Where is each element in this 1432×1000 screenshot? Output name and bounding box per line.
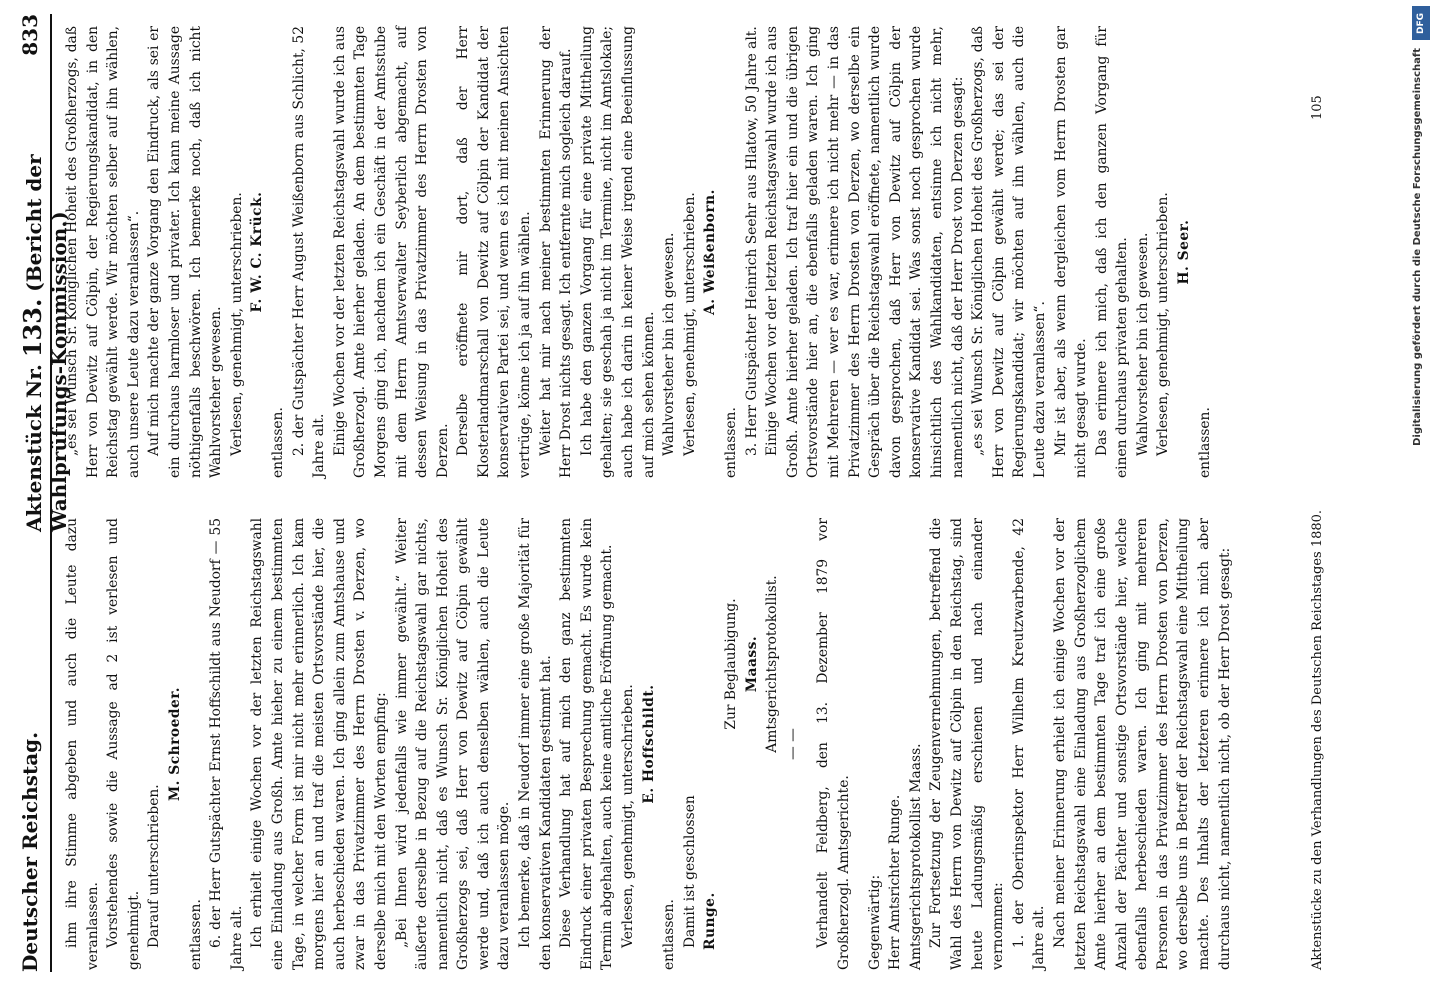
signature: M. Schroeder. [166,686,183,802]
paragraph: Damit ist geschlossen [681,795,698,948]
signature: H. Seer. [1176,219,1193,285]
paragraph: „es sei Wunsch Sr. Königlichen Hoheit des Großherzogs, daß Herr von Dewitz auf Cölpin, der Regierungskandidat, in den Reichstag gewählt werde. Wir möchten selber auf ihn wählen, auch unsere Leute dazu veranlassen“. [64,26,142,478]
paragraph: Ich erhielt einige Wochen vor der letzten Reichstagswahl eine Einladung aus Großh. Amte hieher zu einem bestimmten Tage, in welcher Form ist mir nicht mehr erinnerlich. Ich kam morgens hier an und traf die meisten Ortsvorstände hier, die auch herbeschieden waren. Ich ging allein zum Amtshause und zwar in das Privatzimmer des Herrn Drosten v. Derzen, wo derselbe mich mit den Worten empfing: [249,518,389,970]
header-left: Deutscher Reichstag. [18,731,42,972]
paragraph: entlassen. [1196,407,1213,478]
paragraph: Verlesen, genehmigt, unterschrieben. [1155,192,1172,456]
header-rule [50,14,52,972]
header-commission: (Bericht der Wahlprüfungs-Kommission.) [22,154,71,532]
paragraph: Weiter hat mir nach meiner bestimmten Erinnerung der Herr Drost nichts gesagt. Ich entfernte mich sogleich darauf. [537,26,575,478]
signature: E. Hoffschildt. [640,684,657,804]
paragraph: Mir ist aber, als wenn dergleichen vom Herrn Drosten gar nicht gesagt wurde. [1052,26,1090,478]
paragraph: entlassen. [187,899,204,970]
signature: F. W. C. Krück. [249,191,266,313]
paragraph: Verhandelt Feldberg, den 13. Dezember 1879 vor Großherzogl. Amtsgerichte. [815,518,852,970]
paragraph: Das erinnere ich mich, daß ich den ganzen Vorgang für einen durchaus privaten gehalten. [1093,26,1131,478]
dfg-logo-icon: DFG [1412,6,1430,40]
paragraph: entlassen. [661,899,678,970]
page-header [14,14,71,972]
paragraph: Ich habe den ganzen Vorgang für eine private Mittheilung gehalten; sie geschah ja nicht im Termine, nicht im Amtslokale; auch habe ich darin in keiner Weise irgend eine Beeinflussung auf mich sehen können. [578,26,657,478]
digitization-credit: Digitalisierung gefördert durch die Deutsche Forschungsgemeinschaft [1412,48,1423,446]
witness-heading: 2. der Gutspächter Herr August Weißenborn aus Schlicht, 52 Jahre alt. [290,26,328,478]
paragraph: Zur Beglaubigung. [723,598,739,730]
document-number: 133. [18,298,47,358]
separator: — — [784,728,801,760]
paragraph: Wahlvorsteher bin ich gewesen. [661,232,678,456]
left-column [62,518,1235,970]
paragraph: Verlesen, genehmigt, unterschrieben. [620,684,637,948]
paragraph: entlassen. [269,407,286,478]
paragraph: Einige Wochen vor der letzten Reichstagswahl wurde ich aus Großherzogl. Amte hierher geladen. An dem bestimmten Tage Morgens ging ich, nachdem ich ein Geschäft in der Amtsstube mit dem Herrn Amtsverwalter Seyberlich abgemacht, auf dessen Weisung in das Privatzimmer des Herrn Drosten von Derzen. [331,26,451,478]
paragraph: Zur Fortsetzung der Zeugenvernehmungen, betreffend die Wahl des Herrn von Dewitz auf Cölpin in den Reichstag, sind heute Ladungsmäßig erschienen und nach einander vernommen: [928,518,1007,970]
paragraph: Verlesen, genehmigt, unterschrieben. [681,192,698,456]
signature: Maass. [743,635,760,693]
paragraph: Diese Verhandlung hat auf mich den ganz bestimmten Eindruck einer privaten Besprechung gemacht. Es wurde kein Termin abgehalten, auch keine amtliche Eröffnung gemacht. [558,518,616,970]
paragraph: Verlesen, genehmigt, unterschrieben. [228,192,245,456]
witness-heading: 1. der Oberinspektor Herr Wilhelm Kreutzwarbende, 42 Jahre alt. [1010,518,1048,970]
header-page-number: 833 [18,14,42,56]
paragraph: entlassen. [723,407,739,478]
paragraph: ihm ihre Stimme abgeben und auch die Leute dazu veranlassen. [64,518,101,970]
paragraph: Derselbe eröffnete mir dort, daß der Herr Klosterlandmarschall von Dewitz auf Cölpin der Kandidat der konservativen Partei sei, und wenn es ich mit meinen Ansichten vertrüge, könne ich ja auf ihn wählen. [455,26,534,478]
paragraph: Wahlvorsteher bin ich gewesen. [1134,232,1151,456]
paragraph: Nach meiner Erinnerung erhielt ich einige Wochen vor der letzten Reichstagswahl eine Einladung aus Großherzoglichem Amte hierher an dem bestimmten Tage traf ich eine große Anzahl der Pächter und sonstige Ortsvorstände hier, welche ebenfalls herbeschieden waren. Ich ging mit mehreren Personen in das Privatzimmer des Herrn Drosten von Derzen, wo derselbe uns in Betreff der Reichstagswahl eine Mittheilung machte. Des Inhalts der letzteren erinnere ich mich aber durchaus nicht, namentlich nicht, ob der Herr Drost gesagt: [1051,518,1233,970]
bottom-page-number: 105 [1310,95,1325,120]
paragraph: Einige Wochen vor der letzten Reichstagswahl wurde ich aus Großh. Amte hierher geladen. Ich traf hier ein und die übrigen Ortsvorstände hier an, die ebenfalls geladen waren. Ich ging mit Mehreren — wer es war, erinnere ich nicht mehr — in das Privatzimmer des Herrn Drosten von Derzen, wo derselbe ein Gespräch über die Reichstagswahl eröffnete, namentlich wurde davon gesprochen, daß Herr von Dewitz auf Cölpin der konservative Kandidat sei. Was sonst noch gesprochen wurde hinsichtlich des Wahlkandidaten, entsinne ich nicht mehr, namentlich nicht, daß der Herr Drost von Derzen gesagt: [764,26,966,478]
header-prefix: Aktenstück Nr. [22,364,46,532]
paragraph: Ich bemerke, daß in Neudorf immer eine große Majorität für den konservativen Kandidaten gestimmt hat. [517,518,554,970]
paragraph: Amtsgerichtsprotokollist Maass. [907,743,924,970]
paragraph: Herr Amtsrichter Runge. [887,794,904,970]
paragraph: Auf mich machte der ganze Vorgang den Eindruck, als sei er ein durchaus harmloser und privater. Ich kann meine Aussage nöthigenfalls beschwören. Ich bemerke noch, daß ich nicht Wahlvorsteher gewesen. [146,26,225,478]
paragraph: Vorstehendes sowie die Aussage ad 2 ist verlesen und genehmigt. [105,518,142,970]
spacer [803,518,813,970]
paragraph: „es sei Wunsch Sr. Königlichen Hoheit des Großherzogs, daß Herr von Dewitz auf Cölpin gewählt werde; das sei der Regierungskandidat; wir möchten auf ihn wählen, auch die Leute dazu veranlassen“. [970,26,1048,478]
paragraph: Amtsgerichtsprotokollist. [764,575,781,753]
paragraph: Gegenwärtig: [866,874,883,970]
signature: A. Weißenborn. [702,189,719,315]
witness-heading: 3. Herr Gutspächter Heinrich Seehr aus Hlatow, 50 Jahre alt. [743,26,760,456]
paragraph: Darauf unterschrieben. [146,784,163,948]
paragraph: „Bei Ihnen wird jedenfalls wie immer gewählt.“ Weiter äußerte derselbe in Bezug auf die Reichstagswahl gar nichts, namentlich nicht, daß es Wunsch Sr. Königlichen Hoheit des Großherzogs sei, daß Herr von Dewitz auf Cölpin gewählt werde und, daß ich auch denselben wählen, auch die Leute dazu veranlassen möge. [393,518,513,970]
right-column [62,26,1215,478]
digitization-sidebar [1410,0,1432,1000]
spacer [855,518,865,970]
page-footer: Aktenstücke zu den Verhandlungen des Deutschen Reichstages 1880. [1310,509,1325,970]
witness-heading: 6. der Herr Gutspächter Ernst Hoffschildt aus Neudorf — 55 Jahre alt. [208,518,245,970]
signature: Runge. [702,892,719,950]
